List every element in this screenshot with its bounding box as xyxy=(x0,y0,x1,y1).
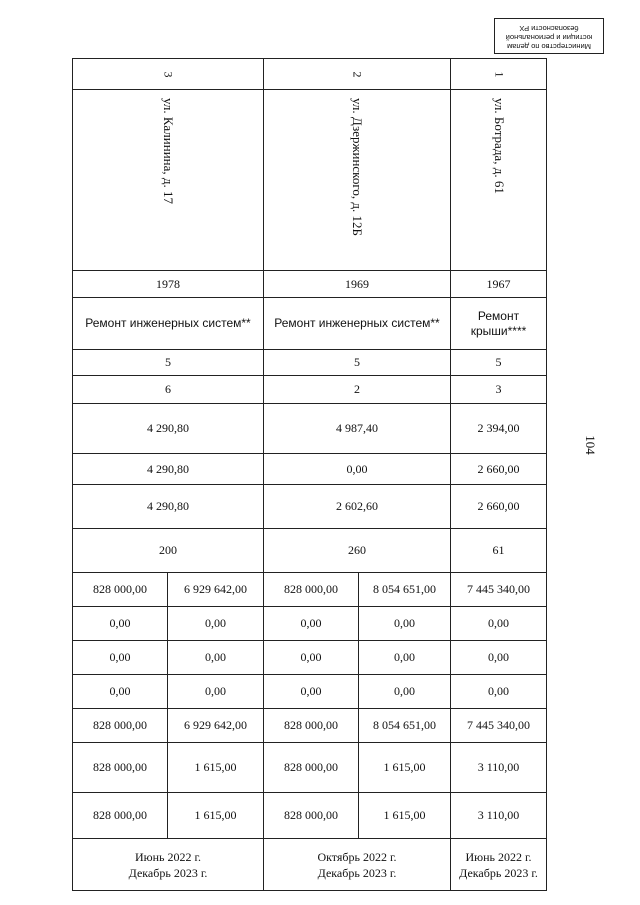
dates-cell xyxy=(264,839,451,891)
table-row xyxy=(73,404,547,454)
dates-cell xyxy=(451,839,547,891)
money-cell: 0,00 xyxy=(168,641,264,675)
money-cell: 0,00 xyxy=(451,607,547,641)
table-row xyxy=(73,743,547,793)
table-row xyxy=(73,298,547,350)
money-cell: 828 000,00 xyxy=(73,743,168,793)
stamp-line: юстиции и региональной xyxy=(505,33,593,42)
table-row xyxy=(73,376,547,404)
money-cell: 8 054 651,00 xyxy=(359,573,451,607)
money-cell: 828 000,00 xyxy=(264,709,359,743)
table-row xyxy=(73,641,547,675)
table-row xyxy=(73,454,547,485)
year-cell: 1967 xyxy=(451,271,547,298)
date-end: Декабрь 2023 г. xyxy=(317,865,397,880)
floors-cell: 5 xyxy=(264,350,451,376)
money-cell: 0,00 xyxy=(264,641,359,675)
work-type-cell: Ремонт инженерных систем** xyxy=(73,298,264,350)
table-row xyxy=(73,793,547,839)
date-start: Июнь 2022 г. xyxy=(465,849,532,864)
table-row xyxy=(73,709,547,743)
floors-cell: 5 xyxy=(73,350,264,376)
table-row xyxy=(73,59,547,90)
date-start: Июнь 2022 г. xyxy=(134,849,202,864)
table-row xyxy=(73,350,547,376)
area-cell: 2 602,60 xyxy=(264,485,451,529)
address-cell: ул. Калинина, д. 17 xyxy=(73,90,264,271)
table-row xyxy=(73,485,547,529)
housing-repair-table xyxy=(72,58,547,891)
money-cell: 3 110,00 xyxy=(451,793,547,839)
money-cell: 828 000,00 xyxy=(264,573,359,607)
table-row xyxy=(73,529,547,573)
money-cell: 1 615,00 xyxy=(359,793,451,839)
money-cell: 828 000,00 xyxy=(264,793,359,839)
money-cell: 0,00 xyxy=(168,675,264,709)
stamp-line: безопасности РХ xyxy=(519,24,579,33)
dates-cell xyxy=(73,839,264,891)
year-cell: 1978 xyxy=(73,271,264,298)
money-cell: 6 929 642,00 xyxy=(168,709,264,743)
area-cell: 2 394,00 xyxy=(451,404,547,454)
work-type-cell: Ремонт инженерных систем** xyxy=(264,298,451,350)
area-cell: 4 987,40 xyxy=(264,404,451,454)
entrances-cell: 2 xyxy=(264,376,451,404)
money-cell: 0,00 xyxy=(168,607,264,641)
money-cell: 0,00 xyxy=(359,641,451,675)
date-start: Октябрь 2022 г. xyxy=(317,849,397,864)
money-cell: 0,00 xyxy=(73,641,168,675)
money-cell: 1 615,00 xyxy=(168,743,264,793)
floors-cell: 5 xyxy=(451,350,547,376)
page-number: 104 xyxy=(582,435,598,455)
money-cell: 1 615,00 xyxy=(359,743,451,793)
money-cell: 0,00 xyxy=(451,641,547,675)
table-row xyxy=(73,675,547,709)
money-cell: 1 615,00 xyxy=(168,793,264,839)
area-cell: 4 290,80 xyxy=(73,404,264,454)
money-cell: 8 054 651,00 xyxy=(359,709,451,743)
table-row xyxy=(73,271,547,298)
table-row xyxy=(73,607,547,641)
money-cell: 0,00 xyxy=(264,675,359,709)
residents-cell: 200 xyxy=(73,529,264,573)
year-cell: 1969 xyxy=(264,271,451,298)
row-number-cell: 2 xyxy=(264,59,451,90)
address-cell: ул. Ботрада, д. 61 xyxy=(451,90,547,271)
stamp-line: Министерство по делам xyxy=(507,42,591,51)
residents-cell: 260 xyxy=(264,529,451,573)
area-cell: 4 290,80 xyxy=(73,454,264,485)
work-type-cell: Ремонт крыши**** xyxy=(451,298,547,350)
money-cell: 828 000,00 xyxy=(73,793,168,839)
residents-cell: 61 xyxy=(451,529,547,573)
money-cell: 0,00 xyxy=(73,675,168,709)
money-cell: 828 000,00 xyxy=(73,573,168,607)
money-cell: 7 445 340,00 xyxy=(451,709,547,743)
table-row xyxy=(73,839,547,891)
money-cell: 6 929 642,00 xyxy=(168,573,264,607)
row-number-cell: 3 xyxy=(73,59,264,90)
area-cell: 0,00 xyxy=(264,454,451,485)
money-cell: 0,00 xyxy=(451,675,547,709)
money-cell: 0,00 xyxy=(359,675,451,709)
date-end: Декабрь 2023 г. xyxy=(459,865,538,880)
table-row xyxy=(73,573,547,607)
money-cell: 828 000,00 xyxy=(264,743,359,793)
entrances-cell: 6 xyxy=(73,376,264,404)
registration-stamp xyxy=(494,18,604,54)
entrances-cell: 3 xyxy=(451,376,547,404)
money-cell: 828 000,00 xyxy=(73,709,168,743)
money-cell: 0,00 xyxy=(73,607,168,641)
area-cell: 2 660,00 xyxy=(451,454,547,485)
address-cell: ул. Дзержинского, д. 12Б xyxy=(264,90,451,271)
area-cell: 4 290,80 xyxy=(73,485,264,529)
money-cell: 0,00 xyxy=(264,607,359,641)
money-cell: 3 110,00 xyxy=(451,743,547,793)
area-cell: 2 660,00 xyxy=(451,485,547,529)
money-cell: 7 445 340,00 xyxy=(451,573,547,607)
date-end: Декабрь 2023 г. xyxy=(128,865,208,880)
table-row xyxy=(73,90,547,271)
money-cell: 0,00 xyxy=(359,607,451,641)
row-number-cell: 1 xyxy=(451,59,547,90)
